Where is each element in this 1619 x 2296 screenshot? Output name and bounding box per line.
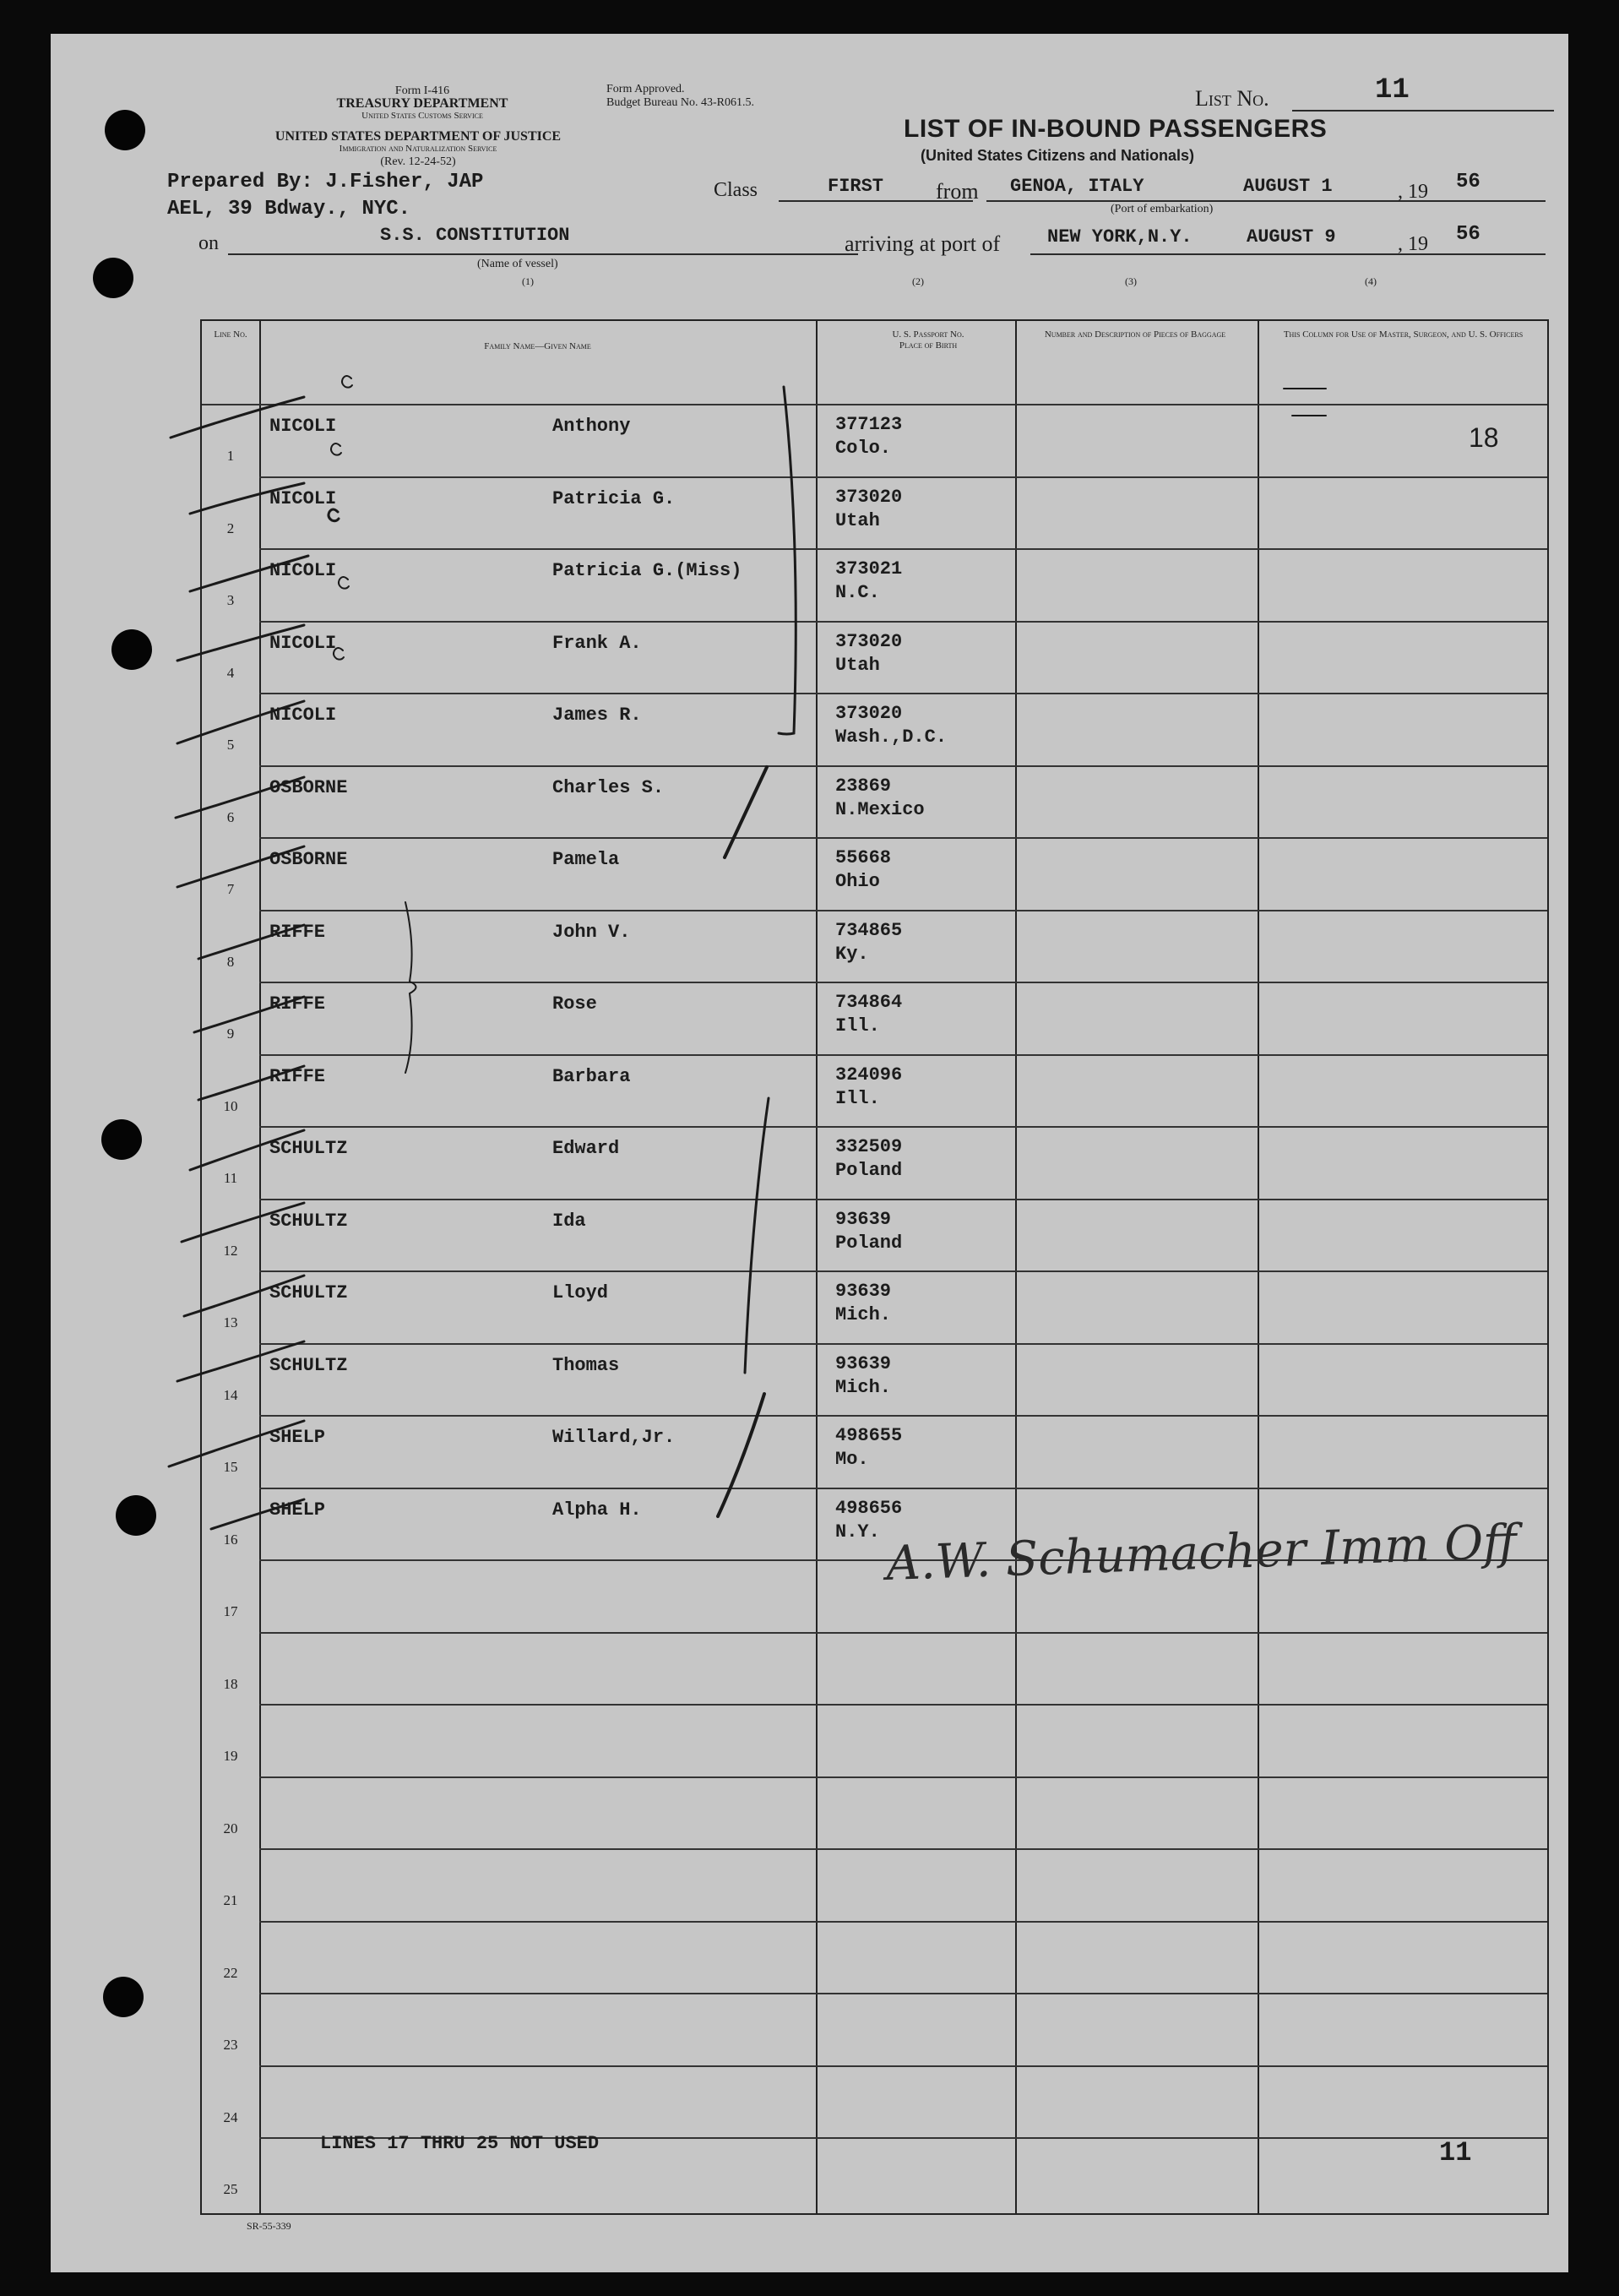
place-of-birth: Poland [835,1160,903,1181]
on-label: on [198,232,219,254]
line-number: 4 [226,664,235,681]
given-name: Barbara [552,1065,631,1087]
line-number: 5 [226,737,235,753]
customs-service: United States Customs Service [361,111,483,121]
given-name: Anthony [552,416,631,437]
given-name: John V. [552,921,631,943]
prepared-address: AEL, 39 Bdway., NYC. [167,198,411,220]
header-officers: This Column for Use of Master, Surgeon, and U. S. Officers [1283,329,1524,340]
given-name: Lloyd [552,1282,609,1303]
shelp-bracket [718,1394,764,1516]
handwriting-overlay [51,34,1568,2272]
form-revision: (Rev. 12-24-52) [380,155,456,168]
family-name: OSBORNE [269,776,348,798]
officer-signature: A.W. Schumacher Imm Off [885,1514,1518,1591]
family-name: RIFFE [269,1065,326,1087]
check-mark [190,1130,304,1170]
treasury-dept: TREASURY DEPARTMENT [336,96,508,111]
line-number: 20 [223,1820,238,1836]
given-name: Frank A. [552,632,642,654]
line-number: 14 [223,1386,238,1403]
form-number: Form I-416 [394,84,450,97]
place-of-birth: Utah [835,509,880,531]
depart-year: 56 [1456,171,1480,193]
given-name: James R. [552,705,642,726]
annotation-mark [1284,389,1326,416]
vessel-caption: (Name of vessel) [477,258,558,270]
arrival-port: NEW YORK,N.Y. [1047,226,1193,248]
line-number: 2 [226,520,235,536]
place-of-birth: Utah [835,654,880,676]
line-number: 8 [226,953,235,970]
given-name: Thomas [552,1354,620,1376]
line-number: 12 [223,1242,238,1259]
osborne-bracket [725,767,767,857]
given-name: Edward [552,1138,620,1159]
nicoli-bracket [779,387,796,734]
column-number-4: (4) [1365,275,1377,287]
line-number: 10 [223,1097,238,1114]
family-name: SCHULTZ [269,1282,348,1303]
passport-number: 93639 [835,1352,892,1374]
check-mark [190,483,304,514]
check-mark [194,997,304,1032]
line-number: 25 [223,2181,238,2197]
embark-caption: (Port of embarkation) [1111,203,1214,215]
passport-number: 373021 [835,558,903,579]
passport-number: 93639 [835,1281,892,1302]
depart-date: AUGUST 1 [1243,176,1333,197]
annotation-mark [331,443,341,455]
family-name: OSBORNE [269,849,348,870]
annotation-mark [329,509,339,521]
riffe-bracket [405,902,416,1073]
place-of-birth: Ill. [835,1087,880,1109]
check-mark [177,1341,304,1381]
column-number-1: (1) [522,275,534,287]
passport-number: 93639 [835,1208,892,1230]
document-page [51,34,1568,2272]
check-mark [198,1066,304,1100]
passport-number: 324096 [835,1064,903,1085]
place-of-birth: Ill. [835,1015,880,1036]
line-number: 22 [223,1964,238,1981]
class-value: FIRST [828,176,884,197]
line-number: 6 [226,808,235,825]
passport-number: 23869 [835,775,892,797]
given-name: Patricia G. [552,487,676,509]
arrival-year-prefix: , 19 [1398,233,1428,255]
line-number: 9 [226,1026,235,1042]
place-of-birth: Ky. [835,943,869,965]
list-no-value: 11 [1375,74,1410,106]
passport-number: 373020 [835,486,903,508]
family-name: SHELP [269,1499,326,1521]
annotation-mark [342,376,352,388]
family-name: SCHULTZ [269,1210,348,1232]
place-of-birth: Mich. [835,1304,892,1325]
passport-number: 373020 [835,630,903,652]
passport-number: 498655 [835,1425,903,1446]
header-baggage: Number and Description of Pieces of Baggage [1044,329,1226,340]
line-number: 7 [226,881,235,897]
given-name: Rose [552,993,597,1015]
check-mark [182,1203,304,1242]
check-mark [177,625,304,661]
header-line-no: Line No. [214,329,247,340]
line-number: 11 [223,1170,238,1186]
check-mark [169,1421,304,1466]
line-number: 15 [223,1459,238,1475]
line-number: 21 [223,1892,238,1908]
place-of-birth: Mich. [835,1376,892,1398]
passport-number: 734864 [835,992,903,1013]
family-name: NICOLI [269,632,337,654]
from-label: from [936,179,979,204]
family-name: NICOLI [269,560,337,581]
page-subtitle: (United States Citizens and Nationals) [921,147,1195,164]
place-of-birth: Mo. [835,1449,869,1470]
check-mark [176,777,304,818]
ins-service: Immigration and Naturalization Service [339,144,497,154]
form-code: SR-55-339 [247,2220,291,2232]
line-number: 17 [223,1603,238,1619]
check-mark [190,556,308,591]
place-of-birth: N.Y. [835,1521,880,1542]
depart-year-prefix: , 19 [1398,181,1428,203]
passport-number: 734865 [835,919,903,941]
justice-dept: UNITED STATES DEPARTMENT OF JUSTICE [274,129,562,144]
check-mark [198,925,304,959]
place-of-birth: Wash.,D.C. [835,726,948,748]
line-number: 13 [223,1314,238,1330]
given-name: Ida [552,1210,586,1232]
officer-note: 18 [1469,422,1499,453]
check-mark [177,701,304,743]
page-title: LIST OF IN-BOUND PASSENGERS [904,115,1328,143]
annotation-mark [334,648,344,660]
place-of-birth: Ohio [835,871,880,892]
line-number: 18 [223,1675,238,1692]
passport-number: 373020 [835,703,903,724]
given-name: Willard,Jr. [552,1427,676,1448]
line-number: 16 [223,1531,238,1548]
budget-bureau: Budget Bureau No. 43-R061.5. [606,96,754,109]
schultz-bracket [745,1098,769,1373]
family-name: NICOLI [269,705,337,726]
line-number: 19 [223,1748,238,1764]
passport-number: 377123 [835,414,903,435]
passport-number: 498656 [835,1497,903,1519]
line-number: 24 [223,2108,238,2125]
list-no-label: List No. [1195,86,1269,111]
check-mark [171,397,304,438]
header-name: Family Name—Given Name [484,341,591,351]
class-label: Class [714,179,758,201]
family-name: SCHULTZ [269,1138,348,1159]
line-number: 23 [223,2037,238,2053]
passport-number: 332509 [835,1136,903,1157]
annotation-mark [339,577,349,589]
line-number: 3 [226,592,235,608]
given-name: Patricia G.(Miss) [552,560,742,581]
vessel-name: S.S. CONSTITUTION [380,225,570,246]
given-name: Charles S. [552,776,665,798]
family-name: SHELP [269,1427,326,1448]
family-name: NICOLI [269,416,337,437]
check-mark [177,846,304,887]
approved-text: Form Approved. [606,83,685,95]
arrival-year: 56 [1456,223,1480,246]
place-of-birth: Poland [835,1232,903,1254]
column-number-3: (3) [1125,275,1137,287]
column-number-2: (2) [912,275,924,287]
arrival-date: AUGUST 9 [1247,226,1336,248]
place-of-birth: N.Mexico [835,798,925,820]
check-mark [211,1499,304,1529]
family-name: SCHULTZ [269,1354,348,1376]
unused-lines-note: LINES 17 THRU 25 NOT USED [320,2133,600,2154]
prepared-by: Prepared By: J.Fisher, JAP [167,171,484,193]
check-mark [184,1276,304,1316]
family-name: NICOLI [269,487,337,509]
header-passport: U. S. Passport No. Place of Birth [892,329,964,351]
given-name: Pamela [552,849,620,870]
footer-list-no: 11 [1439,2137,1472,2168]
given-name: Alpha H. [552,1499,642,1521]
place-of-birth: Colo. [835,438,892,459]
family-name: RIFFE [269,921,326,943]
passport-number: 55668 [835,847,892,868]
family-name: RIFFE [269,993,326,1015]
place-of-birth: N.C. [835,582,880,603]
line-number: 1 [226,448,235,464]
embark-port: GENOA, ITALY [1010,176,1144,197]
arriving-label: arriving at port of [845,231,1001,256]
